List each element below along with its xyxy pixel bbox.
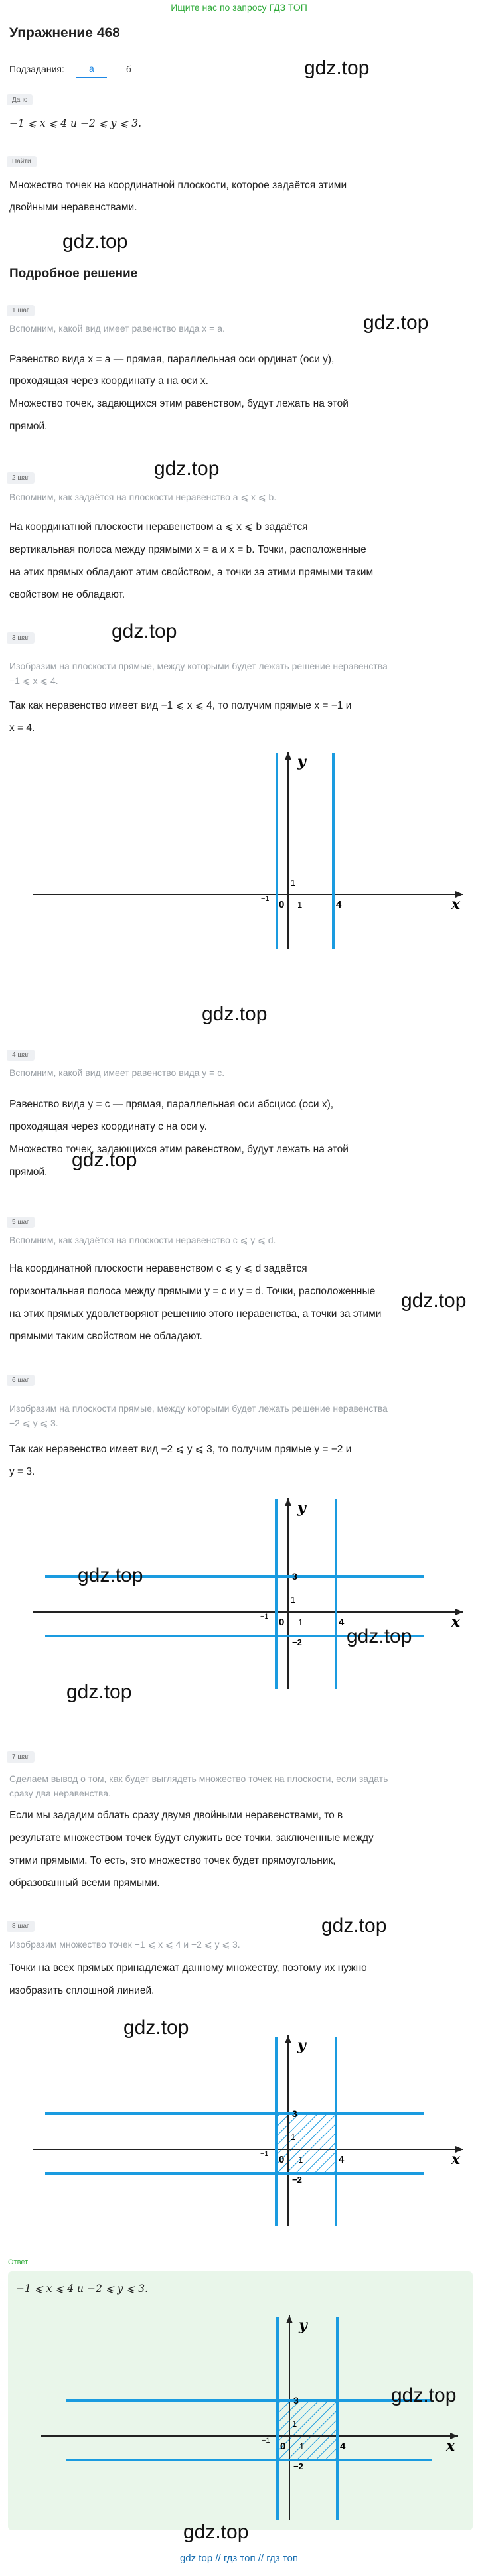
watermark: gdz.top <box>112 620 177 642</box>
origin-label: 0 <box>280 2441 286 2452</box>
watermark: gdz.top <box>347 1625 412 1647</box>
step-7-line: Если мы зададим облать сразу двумя двойными неравенствами, то в <box>9 1810 343 1821</box>
step-6-line: Так как неравенство имеет вид −2 ⩽ y ⩽ 3, то получим прямые y = −2 и <box>9 1444 352 1455</box>
y-axis-arrow <box>285 1498 291 1506</box>
watermark: gdz.top <box>304 57 370 79</box>
origin-label: 0 <box>279 899 285 910</box>
answer-label: Ответ <box>8 2258 29 2266</box>
watermark: gdz.top <box>183 2521 249 2543</box>
step-3-hint: Изобразим на плоскости прямые, между которыми будет лежать решение неравенства <box>9 661 388 671</box>
x-tick-neg-one: −1 <box>260 1613 269 1621</box>
solution-region <box>276 2114 336 2173</box>
x-tick-one: 1 <box>298 2155 303 2165</box>
y-tick-three: 3 <box>293 2395 299 2406</box>
step-5-chip: 5 шаг <box>7 1217 35 1228</box>
step-6-chip: 6 шаг <box>7 1375 35 1386</box>
x-tick-one: 1 <box>298 1617 303 1627</box>
tab-b[interactable]: б <box>125 64 131 74</box>
step-5-hint: Вспомним, как задаётся на плоскости неравенство c ⩽ y ⩽ d. <box>9 1235 276 1245</box>
x-tick-neg-one: −1 <box>262 2437 270 2445</box>
step-8-hint: Изобразим множество точек −1 ⩽ x ⩽ 4 и −2 ⩽ y ⩽ 3. <box>9 1939 240 1950</box>
step-1-chip: 1 шаг <box>7 305 35 316</box>
answer-formula: −1 ⩽ x ⩽ 4 и −2 ⩽ y ⩽ 3. <box>16 2283 149 2295</box>
y-tick-three: 3 <box>292 1571 297 1582</box>
x-axis-label: x <box>451 896 461 913</box>
y-axis-arrow <box>285 752 291 760</box>
step-3-line: x = 4. <box>9 722 35 734</box>
origin-label: 0 <box>279 2154 285 2165</box>
step-4-line: прямой. <box>9 1166 48 1178</box>
step-1-line: Множество точек, задающихся этим равенством, будут лежать на этой <box>9 398 349 409</box>
subtasks-bar <box>0 57 478 81</box>
x-tick-four: 4 <box>339 2154 345 2165</box>
answer-graph <box>15 2310 466 2522</box>
solution-title: Подробное решение <box>9 267 138 281</box>
y-axis-label: y <box>297 753 306 770</box>
x-tick-four: 4 <box>339 1617 345 1628</box>
step-7-chip: 7 шаг <box>7 1751 35 1763</box>
y-axis-label: y <box>297 2037 306 2054</box>
find-chip: Найти <box>7 156 37 167</box>
step-2-line: На координатной плоскости неравенством a ⩽ x ⩽ b задаётся <box>9 521 308 533</box>
y-tick-one: 1 <box>292 2419 297 2429</box>
graph-vertical-lines <box>7 746 471 952</box>
step-3-hint: −1 ⩽ x ⩽ 4. <box>9 675 58 686</box>
y-tick-neg-two: −2 <box>292 2175 302 2185</box>
given-chip: Дано <box>7 94 33 105</box>
watermark: gdz.top <box>78 1564 143 1586</box>
watermark: gdz.top <box>154 458 220 480</box>
watermark: gdz.top <box>123 2017 189 2039</box>
step-3-chip: 3 шаг <box>7 632 35 644</box>
y-axis-arrow <box>286 2315 293 2323</box>
step-6-hint: −2 ⩽ y ⩽ 3. <box>9 1418 58 1428</box>
step-1-line: проходящая через координату a на оси x. <box>9 375 208 387</box>
y-tick-neg-two: −2 <box>292 1637 302 1647</box>
watermark: gdz.top <box>391 2384 457 2406</box>
subtasks-label: Подзадания: <box>9 64 64 74</box>
graph-rectangle <box>7 2030 471 2229</box>
step-4-chip: 4 шаг <box>7 1050 35 1061</box>
step-8-line: изобразить сплошной линией. <box>9 1985 155 1996</box>
watermark: gdz.top <box>363 312 429 334</box>
watermark: gdz.top <box>62 231 128 253</box>
step-5-line: прямыми таким свойством не обладают. <box>9 1331 202 1342</box>
step-5-line: На координатной плоскости неравенством c ⩽ y ⩽ d задаётся <box>9 1263 307 1274</box>
step-5-line: на этих прямых удовлетворяют решению этого неравенства, а точки за этими <box>9 1308 382 1320</box>
y-tick-three: 3 <box>292 2108 297 2119</box>
watermark: gdz.top <box>66 1681 132 1703</box>
graph-four-lines <box>7 1493 471 1692</box>
step-8-line: Точки на всех прямых принадлежат данному множеству, поэтому их нужно <box>9 1962 367 1974</box>
step-2-line: на этих прямых обладают этим свойством, а точки за этими прямыми таким <box>9 567 374 578</box>
step-2-line: вертикальная полоса между прямыми x = a и x = b. Точки, расположенные <box>9 544 366 555</box>
x-axis-label: x <box>451 1613 461 1631</box>
y-tick-neg-two: −2 <box>293 2461 303 2471</box>
footer-links[interactable]: gdz top // гдз топ // гдз топ <box>179 2553 299 2564</box>
step-8-chip: 8 шаг <box>7 1921 35 1932</box>
watermark: gdz.top <box>202 1003 268 1025</box>
x-tick-one: 1 <box>299 2441 305 2451</box>
step-1-line: прямой. <box>9 421 48 432</box>
step-7-line: образованный всеми прямыми. <box>9 1877 160 1889</box>
watermark: gdz.top <box>401 1290 467 1312</box>
watermark: gdz.top <box>321 1915 387 1936</box>
step-1-hint: Вспомним, какой вид имеет равенство вида x = a. <box>9 323 225 334</box>
step-7-hint: сразу два неравенства. <box>9 1788 111 1798</box>
step-4-line: проходящая через координату c на оси y. <box>9 1121 207 1132</box>
step-2-hint: Вспомним, как задаётся на плоскости неравенство a ⩽ x ⩽ b. <box>9 492 277 502</box>
step-4-line: Множество точек, задающихся этим равенством, будут лежать на этой <box>9 1144 349 1155</box>
step-7-line: этими прямыми. То есть, это множество точек будет прямоугольник, <box>9 1855 336 1866</box>
page-title: Упражнение 468 <box>9 25 120 40</box>
solution-region <box>278 2400 337 2460</box>
find-line-1: Множество точек на координатной плоскости, которое задаётся этими <box>9 180 347 191</box>
x-axis-label: x <box>451 2151 461 2168</box>
x-tick-neg-one: −1 <box>261 895 270 903</box>
x-tick-four: 4 <box>336 899 342 910</box>
step-2-chip: 2 шаг <box>7 472 35 484</box>
y-axis-label: y <box>297 1499 306 1517</box>
origin-label: 0 <box>279 1617 285 1628</box>
y-axis-arrow <box>285 2035 291 2043</box>
y-tick-one: 1 <box>291 1595 296 1605</box>
step-7-hint: Сделаем вывод о том, как будет выглядеть множество точек на плоскости, если задать <box>9 1773 388 1784</box>
y-axis-label: y <box>299 2317 307 2334</box>
step-6-line: y = 3. <box>9 1466 35 1477</box>
x-tick-neg-one: −1 <box>260 2150 269 2158</box>
top-note[interactable]: Ищите нас по запросу ГДЗ ТОП <box>171 2 307 13</box>
step-4-line: Равенство вида y = c — прямая, параллельная оси абсцисс (оси x), <box>9 1099 334 1110</box>
step-2-line: свойством не обладают. <box>9 589 125 600</box>
step-5-line: горизонтальная полоса между прямыми y = c и y = d. Точки, расположенные <box>9 1286 376 1297</box>
step-6-hint: Изобразим на плоскости прямые, между которыми будет лежать решение неравенства <box>9 1403 388 1414</box>
tab-a[interactable]: а <box>76 60 107 78</box>
x-axis-label: x <box>446 2437 455 2455</box>
y-tick-one: 1 <box>291 878 296 888</box>
y-tick-one: 1 <box>291 2132 296 2142</box>
step-4-hint: Вспомним, какой вид имеет равенство вида y = c. <box>9 1067 225 1078</box>
find-line-2: двойными неравенствами. <box>9 202 137 213</box>
x-tick-one: 1 <box>297 900 303 910</box>
step-1-line: Равенство вида x = a — прямая, параллельная оси ординат (оси y), <box>9 354 335 365</box>
watermark: gdz.top <box>72 1149 137 1171</box>
step-3-line: Так как неравенство имеет вид −1 ⩽ x ⩽ 4, то получим прямые x = −1 и <box>9 700 352 711</box>
step-7-line: результате множеством точек будут служить все точки, заключенные между <box>9 1832 374 1844</box>
given-formula: −1 ⩽ x ⩽ 4 и −2 ⩽ y ⩽ 3. <box>9 117 142 129</box>
x-tick-four: 4 <box>340 2441 346 2452</box>
